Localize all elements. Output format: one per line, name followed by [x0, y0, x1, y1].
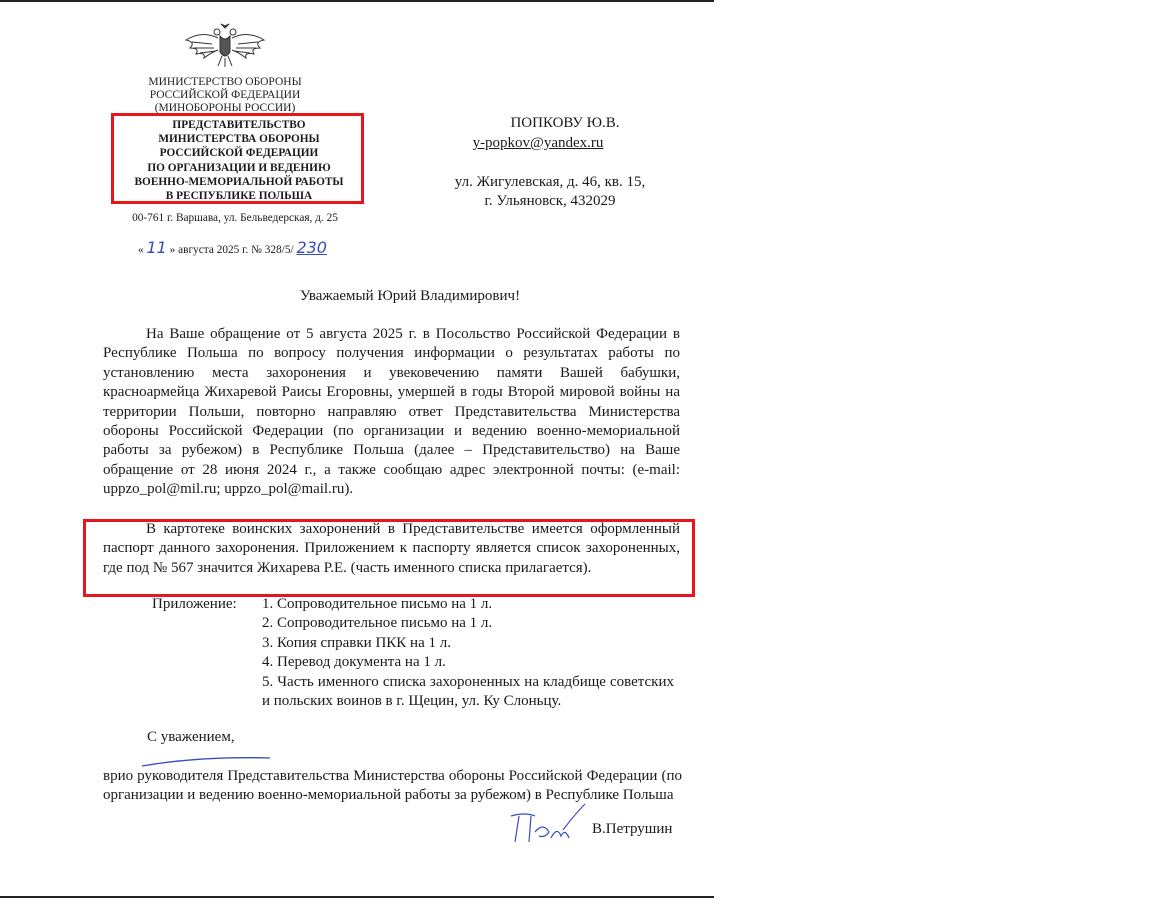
rep-line-2: МИНИСТЕРСТВА ОБОРОНЫ — [158, 133, 320, 146]
appendix-item: 2. Сопроводительное письмо на 1 л. — [262, 615, 493, 632]
appendix-label: Приложение: — [152, 596, 237, 612]
recipient-street: ул. Жигулевская, д. 46, кв. 15, — [454, 174, 646, 190]
paragraph-2: В картотеке воинских захоронений в Представительстве имеется оформленный паспорт данного захоронения. Приложением к паспорту является список захороненных, где под № 567 значится Жихарева Р.Е. (часть именного списка прилагается). — [103, 521, 680, 576]
ref-number-handwritten: 230 — [296, 238, 327, 257]
recipient-city: г. Ульяновск, 432029 — [484, 193, 616, 209]
recipient-email: y-popkov@yandex.ru — [472, 135, 604, 151]
appendix-item: 1. Сопроводительное письмо на 1 л. — [262, 596, 493, 612]
recipient-name: ПОПКОВУ Ю.В. — [510, 115, 620, 131]
ministry-line-2: РОССИЙСКОЙ ФЕДЕРАЦИИ — [149, 89, 301, 101]
appendix-item: 5. Часть именного списка захороненных на кладбище советских и польских воинов в г. Щецин, ул. Ку Слоньцу. — [262, 673, 674, 710]
appendix-item: 3. Копия справки ПКК на 1 л. — [262, 634, 451, 651]
rep-line-4: ПО ОРГАНИЗАЦИИ И ВЕДЕНИЮ — [147, 161, 331, 174]
appendix-item: 4. Перевод документа на 1 л. — [262, 654, 446, 671]
date-line — [138, 238, 327, 257]
double-headed-eagle-emblem-icon — [182, 22, 268, 68]
ministry-line-1: МИНИСТЕРСТВО ОБОРОНЫ — [148, 76, 302, 88]
ministry-name — [100, 76, 350, 115]
handwritten-signature — [505, 802, 590, 850]
signer-name: В.Петрушин — [592, 821, 673, 837]
closing-regards: С уважением, — [147, 729, 235, 745]
signer-title: врио руководителя Представительства Министерства обороны Российской Федерации (по организации и ведению военно-мемориальной работы за рубежом) в Республике Польша — [103, 768, 682, 804]
date-quote-open: « — [138, 244, 144, 256]
appendix-list — [262, 595, 674, 711]
sender-address: 00-761 г. Варшава, ул. Бельведерская, д. 25 — [132, 212, 338, 224]
rep-line-1: ПРЕДСТАВИТЕЛЬСТВО — [172, 119, 306, 131]
representation-name — [116, 118, 362, 203]
rep-line-3: РОССИЙСКОЙ ФЕДЕРАЦИИ — [159, 147, 319, 160]
ministry-line-3: (МИНОБОРОНЫ РОССИИ) — [154, 102, 296, 114]
date-day-handwritten: 11 — [146, 238, 167, 257]
rep-line-6: В РЕСПУБЛИКЕ ПОЛЬША — [165, 190, 313, 203]
rep-line-5: ВОЕННО-МЕМОРИАЛЬНОЙ РАБОТЫ — [134, 175, 344, 188]
paragraph-1: На Ваше обращение от 5 августа 2025 г. в Посольство Российской Федерации в Республике Польша по вопросу получения информации о результатах работы по установлению места захоронения и увековечению памяти Вашей бабушки, красноармейца Жихаревой Раисы Егоровны, умершей в годы Второй мировой войны на территории Польши, повторно направляю ответ Представительства Министерства обороны Российской Федерации (по организации и ведению военно-мемориальной работы за рубежом) в Республике Польша (далее – Представительство) на Ваше обращение от 28 июня 2024 г., а также сообщаю адрес электронной почты: (e-mail: uppzo_pol@mil.ru; uppzo_pol@mail.ru). — [103, 326, 680, 498]
greeting: Уважаемый Юрий Владимирович! — [299, 288, 521, 304]
date-month-number: » августа 2025 г. № 328/5/ — [169, 244, 294, 256]
